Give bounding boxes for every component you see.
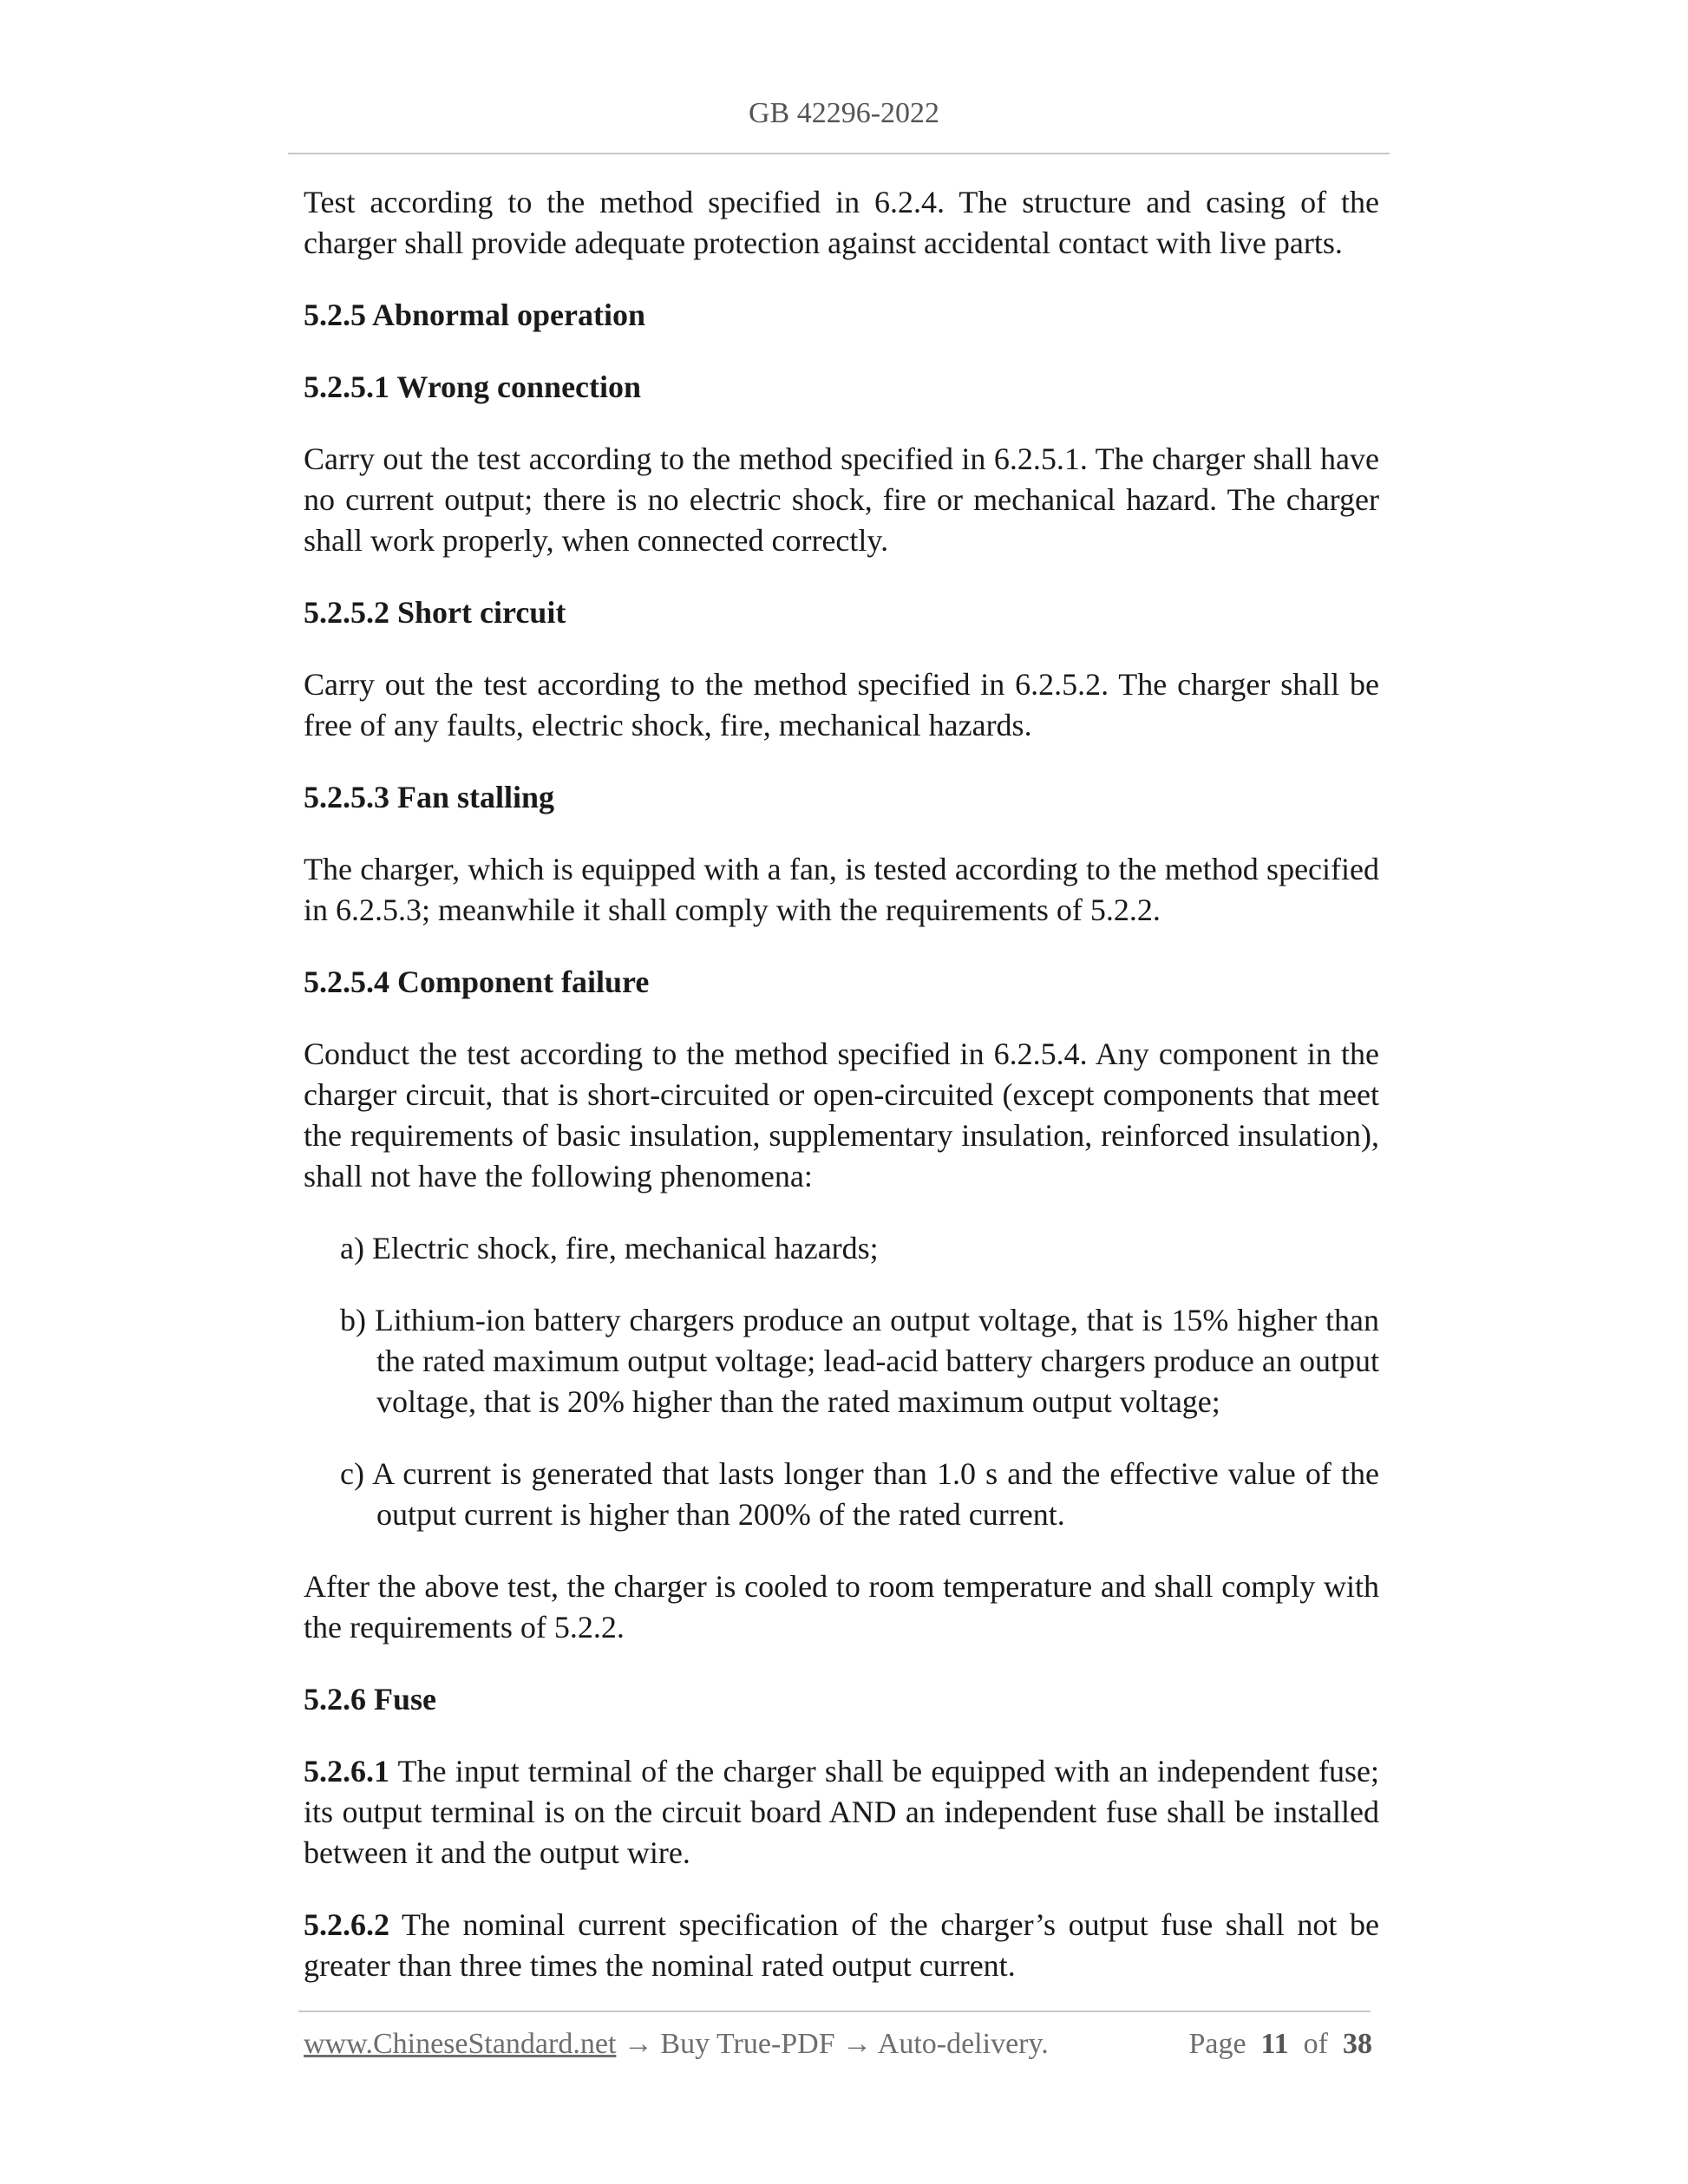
header-divider: [288, 153, 1390, 154]
total-pages: 38: [1343, 2028, 1372, 2060]
clause-text-5-2-6-1: The input terminal of the charger shall be equipped with an independent fuse; its output terminal is on the circuit board AND an independent fuse shall be installed between it and the output wire.: [304, 1754, 1379, 1870]
clause-label-5-2-6-2: 5.2.6.2: [304, 1907, 389, 1942]
section-heading-5-2-5-1: 5.2.5.1 Wrong connection: [304, 369, 642, 404]
intro-paragraph: Test according to the method specified in 6.2.4. The structure and casing of the charger shall provide adequate protection against accidental contact with live parts.: [304, 185, 1379, 260]
document-header: GB 42296-2022: [748, 97, 940, 129]
paragraph-5-2-5-4: Conduct the test according to the method specified in 6.2.5.4. Any component in the charger circuit, that is short-circuited or open-circuited (except components that meet the requirements of basic insulation, supplementary insulation, reinforced insulation), shall not have the following phenomena:: [304, 1036, 1379, 1193]
site-link[interactable]: www.ChineseStandard.net: [304, 2028, 617, 2060]
of-word: of: [1303, 2028, 1328, 2060]
footer-divider: [298, 2011, 1371, 2012]
paragraph-5-2-6-2: [304, 1905, 1379, 1986]
list-item-c: c) A current is generated that lasts longer than 1.0 s and the effective value of the output current is higher than 200% of the rated current.: [340, 1456, 1379, 1532]
footer-tagline: → Buy True-PDF → Auto-delivery.: [616, 2028, 1049, 2060]
list-item-a: a) Electric shock, fire, mechanical hazards;: [340, 1231, 879, 1265]
clause-text-5-2-6-2: The nominal current specification of the charger’s output fuse shall not be greater than three times the nominal rated output current.: [304, 1907, 1379, 1983]
page-content: [304, 182, 1379, 2017]
paragraph-5-2-6-1: [304, 1751, 1379, 1873]
paragraph-5-2-5-3: The charger, which is equipped with a fan, is tested according to the method specified in 6.2.5.3; meanwhile it shall comply with the requirements of 5.2.2.: [304, 852, 1379, 927]
section-heading-5-2-5-4: 5.2.5.4 Component failure: [304, 964, 650, 999]
current-page: 11: [1260, 2028, 1289, 2060]
section-heading-5-2-5-2: 5.2.5.2 Short circuit: [304, 595, 566, 630]
page-word: Page: [1188, 2028, 1246, 2060]
paragraph-after-test: After the above test, the charger is cooled to room temperature and shall comply with the requirements of 5.2.2.: [304, 1569, 1379, 1645]
page-number: [1188, 2028, 1372, 2061]
paragraph-5-2-5-2: Carry out the test according to the method specified in 6.2.5.2. The charger shall be free of any faults, electric shock, fire, mechanical hazards.: [304, 667, 1379, 742]
paragraph-5-2-5-1: Carry out the test according to the method specified in 6.2.5.1. The charger shall have no current output; there is no electric shock, fire or mechanical hazard. The charger shall work properly, when connected correctly.: [304, 441, 1379, 558]
section-heading-5-2-5: 5.2.5 Abnormal operation: [304, 298, 646, 332]
section-heading-5-2-6: 5.2.6 Fuse: [304, 1682, 436, 1716]
list-item-b: b) Lithium-ion battery chargers produce an output voltage, that is 15% higher than the rated maximum output voltage; lead-acid battery chargers produce an output voltage, that is 20% higher than the rated maximum output voltage;: [340, 1303, 1379, 1419]
section-heading-5-2-5-3: 5.2.5.3 Fan stalling: [304, 780, 555, 814]
page-footer: [304, 2028, 1372, 2071]
clause-label-5-2-6-1: 5.2.6.1: [304, 1754, 389, 1788]
footer-promo: [304, 2028, 1049, 2061]
